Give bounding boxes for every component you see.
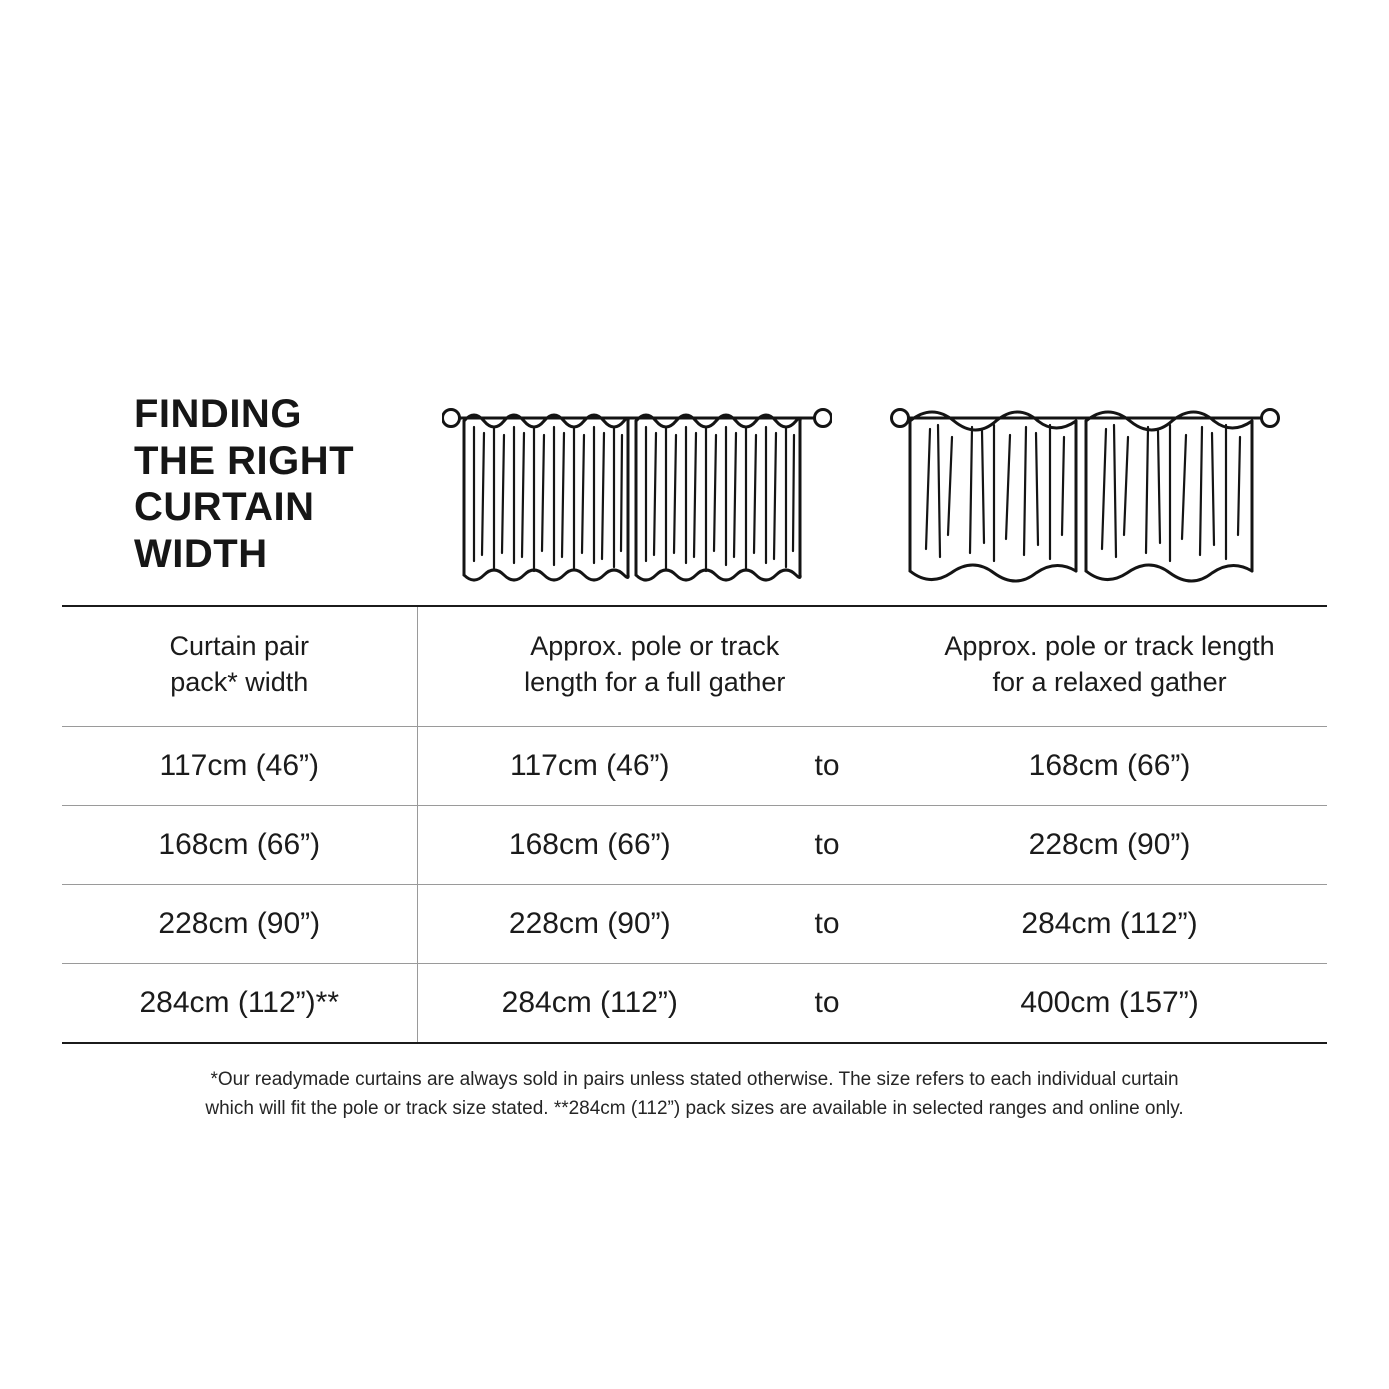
cell-to: to [762,885,892,964]
column-header-full-gather [417,606,892,727]
page-title-line-4: WIDTH [134,531,268,576]
column-header-relaxed-gather-line-2: for a relaxed gather [992,666,1227,697]
page-title-line-2: THE RIGHT [134,438,355,483]
curtain-size-table [62,605,1327,1044]
table-row [62,885,1327,964]
cell-pack-width: 228cm (90”) [62,885,417,964]
column-header-full-gather-line-2: length for a full gather [524,666,786,697]
page-title [62,391,402,605]
cell-pack-width: 284cm (112”)** [62,964,417,1044]
column-header-pack-width-line-2: pack* width [170,666,309,697]
column-header-pack-width [62,606,417,727]
page-title-line-1: FINDING [134,392,302,437]
table-row [62,964,1327,1044]
cell-relaxed-gather: 284cm (112”) [892,885,1327,964]
cell-full-gather: 117cm (46”) [417,727,762,806]
guide-content [62,355,1327,1123]
full-gather-curtain-illustration [442,385,832,605]
footnote-line-2: which will fit the pole or track size stated. **284cm (112”) pack sizes are available in selected ranges and online only. [205,1097,1184,1119]
table-row [62,727,1327,806]
header-row [62,355,1327,605]
footnote [62,1066,1327,1123]
cell-relaxed-gather: 228cm (90”) [892,806,1327,885]
column-header-relaxed-gather-line-1: Approx. pole or track length [944,631,1275,661]
cell-to: to [762,727,892,806]
footnote-line-1: *Our readymade curtains are always sold in pairs unless stated otherwise. The size refers to each individual curtain [210,1069,1179,1091]
cell-relaxed-gather: 168cm (66”) [892,727,1327,806]
cell-full-gather: 228cm (90”) [417,885,762,964]
column-header-pack-width-line-1: Curtain pair [169,631,310,661]
cell-pack-width: 168cm (66”) [62,806,417,885]
cell-relaxed-gather: 400cm (157”) [892,964,1327,1044]
cell-full-gather: 168cm (66”) [417,806,762,885]
cell-full-gather: 284cm (112”) [417,964,762,1044]
table-header-row [62,606,1327,727]
cell-pack-width: 117cm (46”) [62,727,417,806]
table-row [62,806,1327,885]
cell-to: to [762,964,892,1044]
column-header-relaxed-gather [892,606,1327,727]
table-body [62,727,1327,1044]
table-header [62,606,1327,727]
page-title-line-3: CURTAIN [134,485,315,530]
column-header-full-gather-line-1: Approx. pole or track [530,631,780,661]
cell-to: to [762,806,892,885]
relaxed-gather-curtain-illustration [890,385,1280,605]
